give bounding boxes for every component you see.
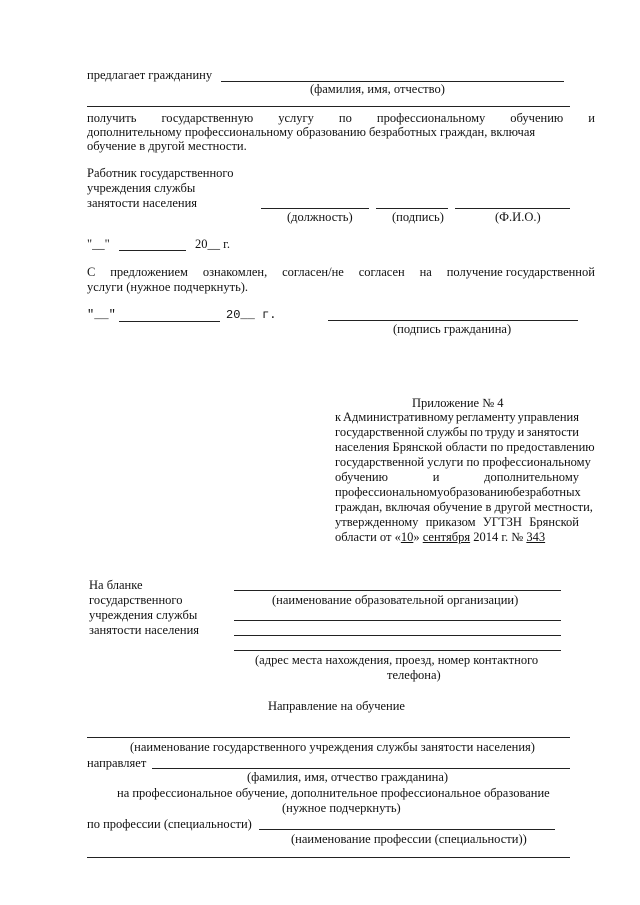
worker-label-line-2: учреждения службы <box>87 181 196 195</box>
appendix-word: занятости <box>526 425 579 439</box>
appendix-word: по <box>469 425 483 439</box>
blank-label-line-4: занятости населения <box>89 623 200 637</box>
appendix-line-9 <box>335 530 545 545</box>
agreement-line-2: услуги (нужное подчеркнуть). <box>87 280 249 294</box>
appendix-word: дополнительному <box>484 470 579 484</box>
appendix-line-6 <box>335 485 579 500</box>
citizen-signature-caption: (подпись гражданина) <box>393 322 512 336</box>
signature-caption: (подпись) <box>392 210 444 224</box>
institution-caption: (наименование государственного учреждения службы занятости населения) <box>130 740 535 754</box>
organization-line <box>234 590 561 591</box>
citizen-name-line <box>152 768 570 769</box>
appendix-word: УГТЗН <box>482 515 522 529</box>
agree-word: С <box>87 265 96 279</box>
appendix-date-mid: » <box>413 530 423 544</box>
appendix-order-number: 343 <box>526 530 546 544</box>
appendix-line-4: государственной услуги по профессиональному <box>335 455 591 469</box>
profession-caption: (наименование профессии (специальности)) <box>291 832 527 846</box>
signature-line <box>376 208 448 209</box>
worker-fio-line <box>455 208 570 209</box>
receive-word: и <box>588 111 595 125</box>
receive-word: получить <box>87 111 137 125</box>
receive-word: по <box>338 111 352 125</box>
date-month-line-2 <box>119 321 220 322</box>
worker-fio-caption: (Ф.И.О.) <box>495 210 541 224</box>
fio-caption: (фамилия, имя, отчество) <box>310 82 445 96</box>
appendix-word: государственной <box>335 425 425 439</box>
agree-word: предложением <box>110 265 188 279</box>
organization-caption: (наименование образовательной организации) <box>272 593 519 607</box>
date-year: 20__ г. <box>195 237 230 251</box>
appendix-month: сентября <box>422 530 471 544</box>
appendix-day: 10 <box>400 530 414 544</box>
directs-label: направляет <box>87 756 147 770</box>
receive-word: государственную <box>161 111 254 125</box>
profession-line <box>259 829 555 830</box>
referral-heading: Направление на обучение <box>268 699 405 713</box>
receive-word: обучению <box>510 111 564 125</box>
fio-continuation-line <box>87 106 570 107</box>
appendix-word: к <box>335 410 342 424</box>
agree-word: ознакомлен, <box>202 265 268 279</box>
appendix-word: управления <box>517 410 579 424</box>
underline-note: (нужное подчеркнуть) <box>282 801 401 815</box>
appendix-word: профессиональному <box>335 485 444 499</box>
agree-word: согласен/не <box>282 265 344 279</box>
blank-label-line-1: На бланке <box>89 578 143 592</box>
address-line-2 <box>234 635 561 636</box>
agree-word: на <box>419 265 432 279</box>
worker-label-line-1: Работник государственного <box>87 166 234 180</box>
appendix-line-7: граждан, включая обучение в другой местности, <box>335 500 593 514</box>
appendix-line-8 <box>335 515 579 530</box>
appendix-word: Брянской <box>529 515 579 529</box>
appendix-word: утвержденному <box>335 515 419 529</box>
receive-word: профессиональному <box>376 111 486 125</box>
appendix-word: приказом <box>425 515 476 529</box>
appendix-word: труду <box>485 425 516 439</box>
appendix-title: Приложение № 4 <box>412 396 504 410</box>
profession-label: по профессии (специальности) <box>87 817 252 831</box>
agree-word: получение государственной <box>446 265 595 279</box>
citizen-signature-line <box>328 320 578 321</box>
address-line-3 <box>234 650 561 651</box>
profession-continuation-line <box>87 857 570 858</box>
appendix-word: Административному <box>343 410 454 424</box>
address-caption-line-2: телефона) <box>387 668 441 682</box>
institution-line <box>87 737 570 738</box>
appendix-word: обучению <box>335 470 388 484</box>
date-quote-2: "__" <box>87 308 116 322</box>
offers-label: предлагает гражданину <box>87 68 213 82</box>
appendix-line-2 <box>335 425 579 440</box>
date-month-line <box>119 250 186 251</box>
appendix-word: службы <box>426 425 468 439</box>
date-year-2: 20__ г. <box>226 308 277 322</box>
position-line <box>261 208 369 209</box>
position-caption: (должность) <box>287 210 353 224</box>
appendix-word: образованию <box>443 485 513 499</box>
appendix-line-5 <box>335 470 579 485</box>
appendix-word: регламенту <box>455 410 516 424</box>
date-quote: "__" <box>87 237 110 251</box>
citizen-name-caption: (фамилия, имя, отчество гражданина) <box>247 770 449 784</box>
appendix-word: безработных <box>512 485 581 499</box>
receive-word: услугу <box>278 111 314 125</box>
education-line: на профессиональное обучение, дополнительное профессиональное образование <box>117 786 550 800</box>
agree-word: согласен <box>358 265 405 279</box>
address-line-1 <box>234 620 561 621</box>
appendix-line-3: населения Брянской области по предоставлению <box>335 440 595 454</box>
appendix-date-prefix: области от « <box>335 530 401 544</box>
receive-service-line-2: дополнительному профессиональному образованию безработных граждан, включая <box>87 125 536 139</box>
appendix-word: и <box>517 425 525 439</box>
worker-label-line-3: занятости населения <box>87 196 198 210</box>
blank-label-line-3: учреждения службы <box>89 608 198 622</box>
appendix-year: 2014 г. № <box>470 530 527 544</box>
appendix-word: и <box>432 470 440 484</box>
receive-service-line-3: обучение в другой местности. <box>87 139 247 153</box>
receive-service-line-1 <box>87 111 595 126</box>
blank-label-line-2: государственного <box>89 593 183 607</box>
address-caption-line-1: (адрес места нахождения, проезд, номер контактного <box>255 653 539 667</box>
appendix-line-1 <box>335 410 579 425</box>
agreement-line-1 <box>87 265 595 280</box>
